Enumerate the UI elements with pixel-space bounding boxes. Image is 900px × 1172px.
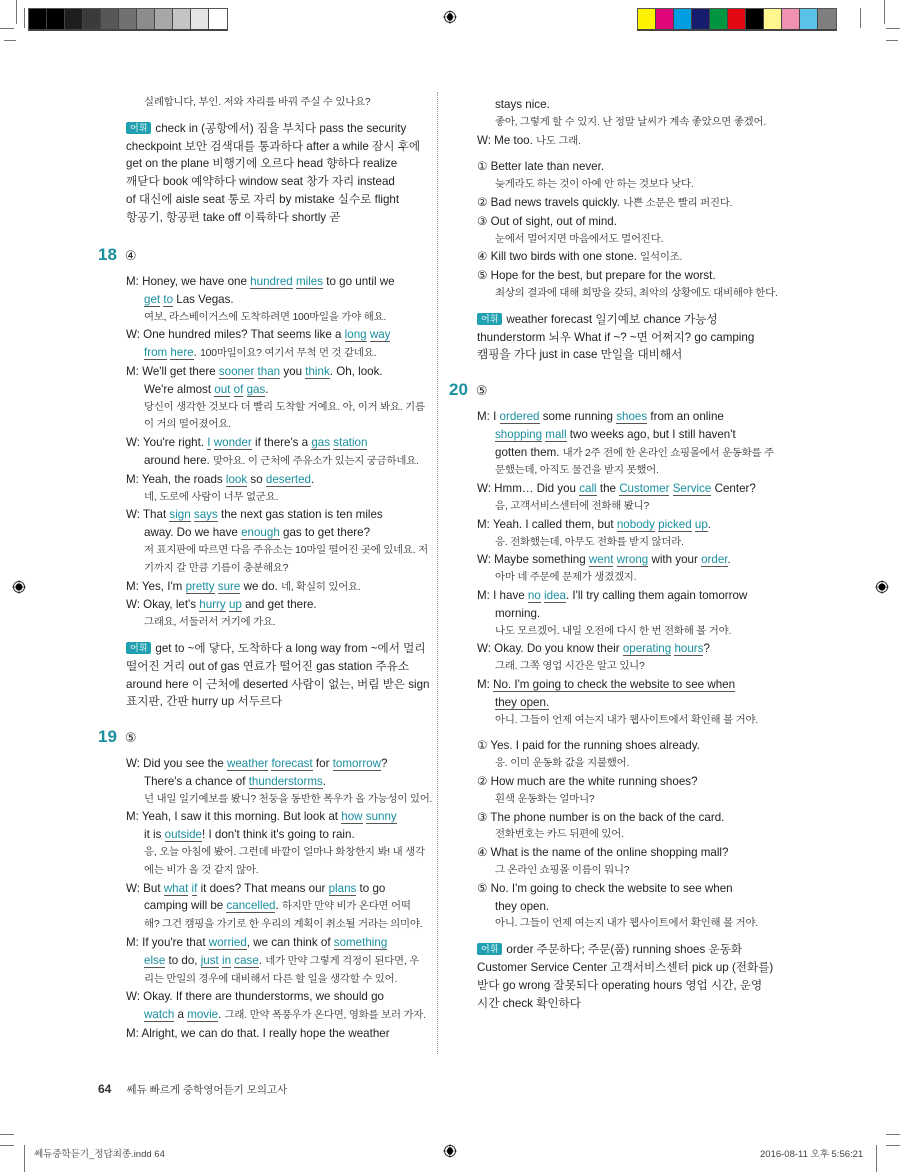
crop-mark bbox=[16, 0, 17, 24]
color-swatch bbox=[728, 9, 746, 29]
color-swatch bbox=[638, 9, 656, 29]
vocab-box-18: 어휘 get to ~에 닿다, 도착하다 a long way from ~에서 멀리 떨어진 거리 out of gas 연료가 떨어진 gas station 주유소 around here 이 근처에 deserted 사람이 없는, 버림 받은 sign 표지판, 간판 hurry up 서두르다 bbox=[126, 641, 430, 709]
vocab-box-19: 어휘 weather forecast 일기예보 chance 가능성 thunderstorm 뇌우 What if ~? ~면 어쩌지? go camping 캠핑을 가다 just in case 만일을 대비해서 bbox=[477, 312, 755, 362]
right-column: stays nice. 좋아, 그렇게 할 수 있지. 난 정말 날씨가 계속 좋았으면 좋겠어. W: Me too. 나도 그래. ① Better late than never. 늦게라도 하는 것이 아예 안 하는 것보다 낫다. ② Bad news travels quickly. 나쁜 소문은 빨리 퍼진다. ③ Out of sight, out of mind. 눈에서 멀어지면 마음에서도 멀어진다. ④ Kill two birds with one stone. 일석이조. ⑤ Hope for the best, but prepare for the worst. 최상의 결과에 대해 희망을 갖되, 최악의 상황에도 대비해야 한다. 어휘 weather forecast 일기예보 chance 가능성 thunderstorm 뇌우 What if ~? ~면 어쩌지? go camping 캠핑을 가다 just in case 만일을 대비해서 bbox=[477, 96, 797, 364]
crop-mark bbox=[0, 1134, 14, 1135]
question-18-heading: 18 ④ bbox=[98, 245, 137, 264]
registration-mark-icon bbox=[443, 10, 457, 24]
vocab-badge: 어휘 bbox=[126, 122, 151, 134]
option: ③ Out of sight, out of mind. bbox=[477, 214, 617, 228]
option: ② Bad news travels quickly. 나쁜 소문은 빨리 퍼진다. bbox=[477, 195, 733, 209]
crop-mark bbox=[886, 40, 898, 41]
crop-mark bbox=[24, 1145, 25, 1172]
option: ⑤ No. I'm going to check the website to see when bbox=[477, 881, 733, 895]
option: ① Yes. I paid for the running shoes already. bbox=[477, 739, 700, 753]
registration-mark-icon bbox=[443, 1144, 457, 1158]
crop-mark bbox=[886, 1145, 900, 1146]
option: ③ The phone number is on the back of the card. bbox=[477, 810, 725, 824]
page-number: 64 bbox=[98, 1082, 112, 1096]
color-swatch bbox=[656, 9, 674, 29]
color-swatch bbox=[782, 9, 800, 29]
option: ② How much are the white running shoes? bbox=[477, 774, 698, 788]
crop-mark bbox=[876, 1145, 877, 1172]
color-swatch bbox=[746, 9, 764, 29]
crop-mark bbox=[884, 0, 885, 24]
option: ④ Kill two birds with one stone. 일석이조. bbox=[477, 250, 683, 264]
option: ④ What is the name of the online shopping mall? bbox=[477, 846, 729, 860]
color-swatch bbox=[710, 9, 728, 29]
option: ① Better late than never. bbox=[477, 160, 605, 174]
color-swatch bbox=[137, 9, 155, 29]
question-20-heading: 20 ⑤ bbox=[449, 380, 488, 399]
color-swatch bbox=[692, 9, 710, 29]
color-swatch bbox=[83, 9, 101, 29]
vocab-badge: 어휘 bbox=[477, 313, 502, 325]
color-swatch bbox=[800, 9, 818, 29]
crop-mark bbox=[886, 1134, 900, 1135]
color-swatch bbox=[674, 9, 692, 29]
q18-dialogue: M: Honey, we have one hundred miles to go until we get to Las Vegas. 여보, 라스베이거스에 도착하려면 100마일을 가야 해요. W: One hundred miles? That seems like a long way from here. 100마일이요? 여기서 무척 먼 것 같네요. M: We'll get there sooner than you think. Oh, look. We're almost out of gas. 당신이 생각한 것보다 더 빨리 도착할 거예요. 아, 이거 봐요. 기름 이 거의 떨어졌어요. W: You're right. I wonder if there's a gas station around here. 맞아요. 이 근처에 주유소가 있는지 궁금하네요. M: Yeah, the roads look so deserted. 네, 도로에 사람이 너무 없군요. W: That sign says the next gas station is ten miles away. Do we have enough gas to get there? 저 표지판에 따르면 다음 주유소는 10마일 떨어진 곳에 있네요. 저 기까지 갈 만큼 기름이 충분해요? M: Yes, I'm pretty sure we do. 네, 확실히 있어요. W: Okay, let's hurry up and get there. 그래요, 서둘러서 거기에 가요. 어휘 get to ~에 닿다, 도착하다 a long way from ~에서 멀리 떨어진 거리 out of gas 연료가 떨어진 gas station 주유소 around here 이 근처에 deserted 사람이 없는, 버림 받은 sign 표지판, 간판 hurry up 서두르다 bbox=[126, 273, 436, 711]
gray-color-bar bbox=[28, 8, 228, 31]
translation: 실례합니다, 부인. 저와 자리를 바꿔 주실 수 있나요? bbox=[144, 97, 371, 108]
crop-mark bbox=[860, 8, 861, 28]
vocab-box-17: 어휘 check in (공항에서) 짐을 부치다 pass the security checkpoint 보안 검색대를 통과하다 after a while 잠시 후에 get on the plane 비행기에 오르다 head 향하다 realize 깨닫다 book 예약하다 window seat 창가 자리 instead of 대신에 aisle seat 통로 자리 by mistake 실수로 flight 항공기, 항공편 take off 이륙하다 shortly 곧 bbox=[126, 121, 421, 224]
slug-timestamp: 2016-08-11 오후 5:56:21 bbox=[760, 1149, 864, 1160]
color-swatch bbox=[173, 9, 191, 29]
color-swatch bbox=[65, 9, 83, 29]
page-footer bbox=[98, 1082, 287, 1097]
slug-filename: 쎄듀중학듣기_정답최종.indd 64 bbox=[34, 1149, 165, 1160]
color-swatch bbox=[191, 9, 209, 29]
crop-mark bbox=[0, 28, 14, 29]
color-swatch bbox=[764, 9, 782, 29]
color-swatch bbox=[29, 9, 47, 29]
registration-mark-icon bbox=[875, 580, 889, 594]
color-swatch bbox=[119, 9, 137, 29]
option: ⑤ Hope for the best, but prepare for the worst. bbox=[477, 269, 716, 283]
vocab-badge: 어휘 bbox=[477, 943, 502, 955]
process-color-bar bbox=[637, 8, 837, 31]
q20-options: ① Yes. I paid for the running shoes already. 응. 이미 운동화 값을 지불했어. ② How much are the white running shoes? 흰색 운동화는 얼마니? ③ The phone number is on the back of the card. 전화번호는 카드 뒤편에 있어. ④ What is the name of the online shopping mall? 그 온라인 쇼핑몰 이름이 뭐니? ⑤ No. I'm going to check the website to see when they open. 아니. 그들이 언제 여는지 내가 웹사이트에서 확인해 볼 거야. bbox=[477, 737, 797, 933]
crop-mark bbox=[0, 1145, 14, 1146]
registration-mark-icon bbox=[12, 580, 26, 594]
q20-dialogue: M: I ordered some running shoes from an online shopping mall two weeks ago, but I still haven't gotten them. 내가 2주 전에 한 온라인 쇼핑몰에서 운동화를 주 문했는데, 아직도 물건을 받지 못했어. W: Hmm… Did you call the Customer Service Center? 음, 고객서비스센터에 전화해 봤니? M: Yeah. I called them, but nobody picked up. 응. 전화했는데, 아무도 전화를 받지 않더라. W: Maybe something went wrong with your order. 아마 네 주문에 문제가 생겼겠지. M: I have no idea. I'll try calling them again tomorrow morning. 나도 모르겠어. 내일 오전에 다시 한 번 전화해 볼 거야. W: Okay. Do you know their operating hours? 그래. 그쪽 영업 시간은 알고 있니? M: No. I'm going to check the website to see when they open. 아니. 그들이 언제 여는지 내가 웹사이트에서 확인해 볼 거야. ① Yes. I paid for the running shoes already. 응. 이미 운동화 값을 지불했어. ② How much are the white running shoes? 흰색 운동화는 얼마니? ③ The phone number is on the back of the card. 전화번호는 카드 뒤편에 있어. ④ What is the name of the online shopping mall? 그 온라인 쇼핑몰 이름이 뭐니? ⑤ No. I'm going to check the website to see when they open. 아니. 그들이 언제 여는지 내가 웹사이트에서 확인해 볼 거야. 어휘 order 주문하다; 주문(품) running shoes 운동화 Customer Service Center 고객서비스센터 pick up (전화를) 받다 go wrong 잘못되다 operating hours 영업 시간, 운영 시간 check 확인하다 bbox=[477, 408, 797, 1012]
crop-mark bbox=[886, 28, 900, 29]
left-column bbox=[126, 94, 436, 227]
question-19-heading: 19 ⑤ bbox=[98, 727, 137, 746]
color-swatch bbox=[101, 9, 119, 29]
q19-dialogue: W: Did you see the weather forecast for tomorrow? There's a chance of thunderstorms. 넌 내일 일기예보를 봤니? 천둥을 동반한 폭우가 올 가능성이 있어. M: Yeah, I saw it this morning. But look at how sunny it is outside! I don't think it's going to rain. 응, 오늘 아침에 봤어. 그런데 바깥이 얼마나 화창한지 봐! 내 생각 에는 비가 올 것 같지 않아. W: But what if it does? That means our plans to go camping will be cancelled. 하지만 만약 비가 온다면 어떡 해? 그건 캠핑을 가기로 한 우리의 계획이 취소될 거라는 의미야. M: If you're that worried, we can think of something else to do, just in case. 네가 만약 그렇게 걱정이 된다면, 우 리는 만일의 경우에 대비해서 다른 할 일을 생각할 수 있어. W: Okay. If there are thunderstorms, we should go watch a movie. 그래. 만약 폭풍우가 온다면, 영화를 보러 가자. M: Alright, we can do that. I really hope the weather bbox=[126, 757, 433, 1040]
color-swatch bbox=[47, 9, 65, 29]
book-title: 쎄듀 빠르게 중학영어듣기 모의고사 bbox=[126, 1084, 288, 1096]
column-divider bbox=[437, 92, 438, 1054]
vocab-badge: 어휘 bbox=[126, 642, 151, 654]
q19-options: ① Better late than never. 늦게라도 하는 것이 아예 안 하는 것보다 낫다. ② Bad news travels quickly. 나쁜 소문은 빨리 퍼진다. ③ Out of sight, out of mind. 눈에서 멀어지면 마음에서도 멀어진다. ④ Kill two birds with one stone. 일석이조. ⑤ Hope for the best, but prepare for the worst. 최상의 결과에 대해 희망을 갖되, 최악의 상황에도 대비해야 한다. bbox=[477, 158, 797, 302]
vocab-box-20: 어휘 order 주문하다; 주문(품) running shoes 운동화 Customer Service Center 고객서비스센터 pick up (전화를) 받다 go wrong 잘못되다 operating hours 영업 시간, 운영 시간 check 확인하다 bbox=[477, 943, 774, 1010]
color-swatch bbox=[818, 9, 836, 29]
color-swatch bbox=[209, 9, 227, 29]
crop-mark bbox=[4, 40, 16, 41]
crop-mark bbox=[24, 8, 25, 28]
color-swatch bbox=[155, 9, 173, 29]
